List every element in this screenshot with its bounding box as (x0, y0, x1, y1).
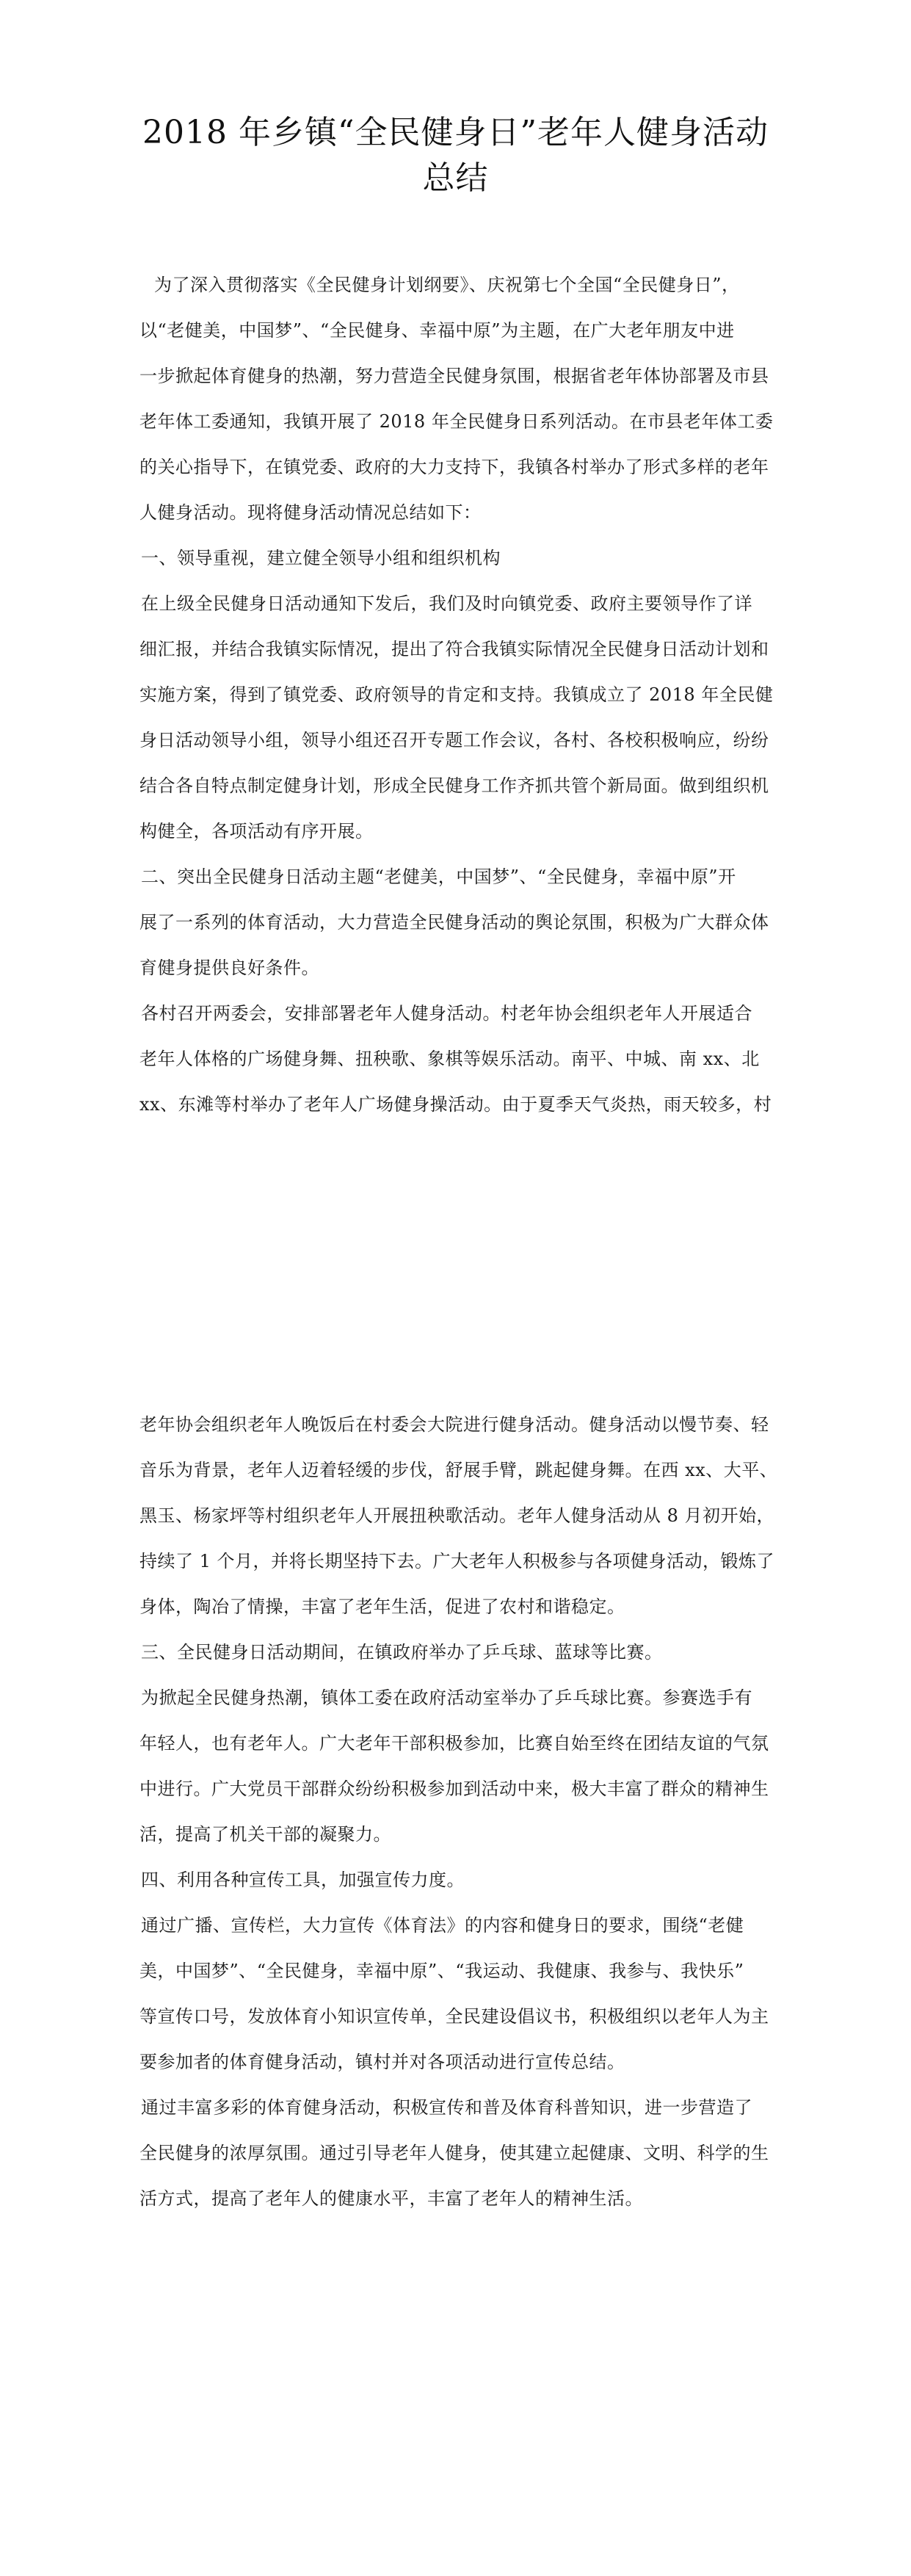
paragraph-line: 为了深入贯彻落实《全民健身计划纲要》、庆祝第七个全国“全民健身日”， (154, 275, 740, 295)
section-heading-3: 三、全民健身日活动期间，在镇政府举办了乒乓球、蓝球等比赛。 (141, 1642, 663, 1663)
body-text-block-2 (139, 1402, 778, 2221)
paragraph-line: 各村召开两委会，安排部署老年人健身活动。村老年协会组织老年人开展适合 (141, 1003, 752, 1024)
paragraph-line: 通过广播、宣传栏，大力宣传《体育法》的内容和健身日的要求，围绕“老健 (141, 1915, 744, 1936)
paragraph-line: 年轻人，也有老年人。广大老年干部积极参加，比赛自始至终在团结友谊的气氛 (139, 1733, 769, 1754)
paragraph-line: 的关心指导下，在镇党委、政府的大力支持下，我镇各村举办了形式多样的老年 (139, 457, 769, 477)
paragraph-line: 展了一系列的体育活动，大力营造全民健身活动的舆论氛围，积极为广大群众体 (139, 912, 769, 933)
section-heading-4: 四、利用各种宣传工具，加强宣传力度。 (141, 1870, 465, 1890)
paragraph-line: 中进行。广大党员干部群众纷纷积极参加到活动中来，极大丰富了群众的精神生 (139, 1779, 769, 1799)
paragraph-line: 美，中国梦”、“全民健身，幸福中原”、“我运动、我健康、我参与、我快乐” (139, 1961, 744, 1981)
document-title-line-2: 总结 (422, 159, 489, 197)
paragraph-line: xx、东滩等村举办了老年人广场健身操活动。由于夏季天气炎热，雨天较多，村 (139, 1094, 772, 1115)
section-heading-2: 二、突出全民健身日活动主题“老健美，中国梦”、“全民健身，幸福中原”开 (141, 866, 736, 887)
paragraph-line: 人健身活动。现将健身活动情况总结如下： (139, 502, 482, 523)
paragraph-line: 等宣传口号，发放体育小知识宣传单，全民建设倡议书，积极组织以老年人为主 (139, 2006, 769, 2027)
paragraph-line: 老年人体格的广场健身舞、扭秧歌、象棋等娱乐活动。南平、中城、南 xx、北 (139, 1049, 760, 1069)
paragraph-line: 结合各自特点制定健身计划，形成全民健身工作齐抓共管个新局面。做到组织机 (139, 775, 769, 796)
paragraph-line: 构健全，各项活动有序开展。 (139, 821, 374, 842)
paragraph-line: 一步掀起体育健身的热潮，努力营造全民健身氛围，根据省老年体协部署及市县 (139, 366, 769, 386)
document-title-line-1: 2018 年乡镇“全民健身日”老年人健身活动 (142, 114, 769, 151)
paragraph-line: 通过丰富多彩的体育健身活动，积极宣传和普及体育科普知识，进一步营造了 (141, 2097, 752, 2118)
paragraph-line: 以“老健美，中国梦”、“全民健身、幸福中原”为主题，在广大老年朋友中进 (139, 320, 735, 341)
paragraph-line: 持续了 1 个月，并将长期坚持下去。广大老年人积极参与各项健身活动，锻炼了 (139, 1551, 775, 1571)
paragraph-line: 活，提高了机关干部的凝聚力。 (139, 1824, 391, 1845)
body-text-block-1 (139, 262, 774, 1127)
paragraph-line: 为掀起全民健身热潮，镇体工委在政府活动室举办了乒乓球比赛。参赛选手有 (141, 1687, 752, 1708)
paragraph-line: 音乐为背景，老年人迈着轻缓的步伐，舒展手臂，跳起健身舞。在西 xx、大平、 (139, 1460, 778, 1480)
paragraph-line: 细汇报，并结合我镇实际情况，提出了符合我镇实际情况全民健身日活动计划和 (139, 639, 769, 659)
paragraph-line: 活方式，提高了老年人的健康水平，丰富了老年人的精神生活。 (139, 2188, 643, 2209)
paragraph-line: 育健身提供良好条件。 (139, 958, 319, 978)
paragraph-line: 身日活动领导小组，领导小组还召开专题工作会议，各村、各校积极响应，纷纷 (139, 730, 769, 750)
paragraph-line: 实施方案，得到了镇党委、政府领导的肯定和支持。我镇成立了 2018 年全民健 (139, 684, 774, 705)
paragraph-line: 老年体工委通知，我镇开展了 2018 年全民健身日系列活动。在市县老年体工委 (139, 411, 774, 432)
paragraph-line: 在上级全民健身日活动通知下发后，我们及时向镇党委、政府主要领导作了详 (141, 593, 752, 614)
paragraph-line: 黑玉、杨家坪等村组织老年人开展扭秧歌活动。老年人健身活动从 8 月初开始， (139, 1505, 775, 1526)
paragraph-line: 要参加者的体育健身活动，镇村并对各项活动进行宣传总结。 (139, 2052, 625, 2072)
paragraph-line: 老年协会组织老年人晚饭后在村委会大院进行健身活动。健身活动以慢节奏、轻 (139, 1414, 769, 1435)
section-heading-1: 一、领导重视，建立健全领导小组和组织机构 (141, 548, 501, 568)
paragraph-line: 身体，陶冶了情操，丰富了老年生活，促进了农村和谐稳定。 (139, 1596, 625, 1617)
paragraph-line: 全民健身的浓厚氛围。通过引导老年人健身，使其建立起健康、文明、科学的生 (139, 2143, 769, 2163)
